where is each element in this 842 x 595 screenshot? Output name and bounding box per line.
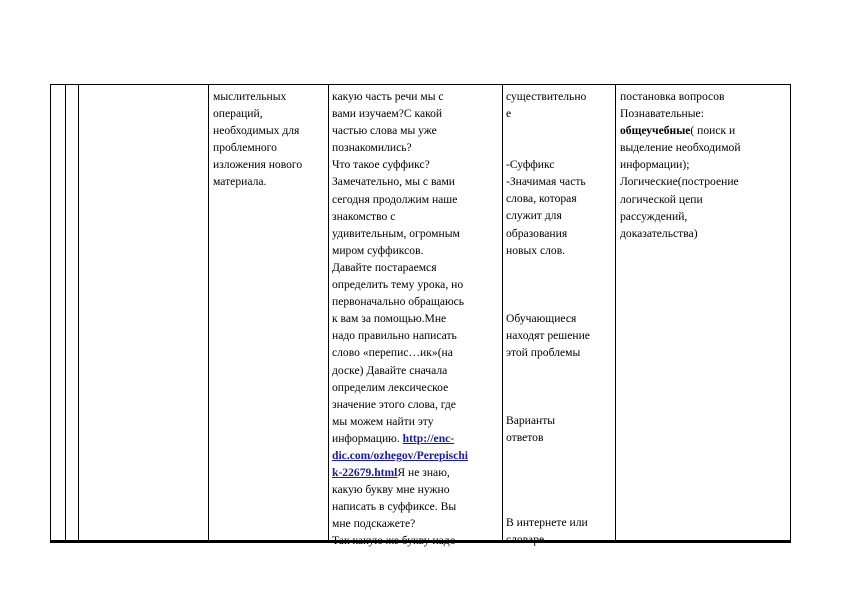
text-fragment: ( поиск и [690, 124, 736, 138]
spacer [506, 122, 612, 156]
text-line: определить тему урока, но [332, 278, 464, 292]
text-line: -Суффикс [506, 158, 555, 172]
text-line: Что такое суффикс? [332, 158, 430, 172]
text-line: Обучающиеся [506, 311, 577, 325]
text-line: надо правильно написать [332, 329, 457, 343]
text-line: информации); [620, 158, 690, 172]
text-line: Познавательные: [620, 107, 704, 121]
dictionary-link[interactable]: k-22679.html [332, 466, 398, 480]
column-divider [78, 85, 79, 542]
cell-teacher-activity [332, 88, 498, 550]
text-line: миром суффиксов. [332, 243, 424, 257]
text-line: В интернете или [506, 516, 588, 530]
text-line: существительно [506, 90, 587, 103]
text-line: е [506, 107, 512, 121]
text-line: Так какую же букву надо [332, 534, 456, 548]
dictionary-link[interactable]: http://enc- [402, 431, 455, 445]
cell-goals [213, 88, 325, 191]
text-fragment: информацию. [332, 431, 403, 445]
text-line: изложения нового [213, 158, 303, 172]
text-line: рассуждений, [620, 209, 688, 223]
text-fragment-bold: общеучебные [620, 124, 691, 138]
spacer [506, 497, 612, 514]
text-line: значение этого слова, где [332, 397, 456, 411]
cell-student-activity [506, 88, 612, 548]
text-line: этой проблемы [506, 345, 581, 359]
text-line: познакомились? [332, 141, 412, 155]
text-line [332, 464, 498, 481]
text-line: к вам за помощью.Мне [332, 312, 447, 326]
text-line: сегодня продолжим наше [332, 192, 458, 206]
text-line: находят решение [506, 328, 590, 342]
text-line: мне подскажете? [332, 517, 416, 531]
cell-competencies [620, 88, 788, 242]
text-line [620, 122, 788, 139]
text-line: определим лексическое [332, 380, 449, 394]
text-line: слова, которая [506, 192, 577, 206]
text-line: частью слова мы уже [332, 124, 437, 138]
text-line: доказательства) [620, 226, 698, 240]
text-line: первоначально обращаюсь [332, 295, 465, 309]
text-line: выделение необходимой [620, 141, 741, 155]
dictionary-link[interactable]: dic.com/ozhegov/Perepischi [332, 448, 468, 462]
text-line: словаре. [506, 533, 548, 547]
text-line: какую букву мне нужно [332, 483, 450, 497]
column-divider [208, 85, 209, 542]
text-line: мыслительных [213, 90, 287, 103]
text-line: Замечательно, мы с вами [332, 175, 455, 189]
lesson-plan-table [50, 84, 791, 548]
text-line: написать в суффиксе. Вы [332, 500, 457, 514]
column-divider [328, 85, 329, 542]
text-line: Давайте постараемся [332, 260, 437, 274]
text-line: операций, [213, 107, 263, 121]
text-line: служит для [506, 209, 562, 223]
spacer [506, 361, 612, 395]
text-line: ответов [506, 431, 544, 445]
text-line: знакомство с [332, 209, 396, 223]
column-divider [65, 85, 66, 542]
spacer [506, 446, 612, 497]
column-divider [502, 85, 503, 542]
text-line: -Значимая часть [506, 175, 586, 189]
text-line: новых слов. [506, 243, 566, 257]
text-line: мы можем найти эту [332, 414, 434, 428]
text-line: образования [506, 226, 568, 240]
text-line: Варианты [506, 414, 556, 428]
text-line: какую часть речи мы с [332, 90, 444, 103]
text-line: материала. [213, 175, 267, 189]
text-line [332, 430, 498, 447]
text-line: слово «перепис…ик»(на [332, 346, 453, 360]
spacer [506, 259, 612, 310]
text-line: постановка вопросов [620, 90, 725, 103]
text-line [332, 447, 498, 464]
text-line: логической цепи [620, 192, 703, 206]
spacer [506, 395, 612, 412]
text-line: Логические(построение [620, 175, 739, 189]
column-divider [615, 85, 616, 542]
text-line: необходимых для [213, 124, 300, 138]
text-line: проблемного [213, 141, 277, 155]
text-line: вами изучаем?С какой [332, 107, 443, 121]
text-line: доске) Давайте сначала [332, 363, 448, 377]
text-line: удивительным, огромным [332, 226, 460, 240]
text-fragment: Я не знаю, [397, 466, 450, 480]
